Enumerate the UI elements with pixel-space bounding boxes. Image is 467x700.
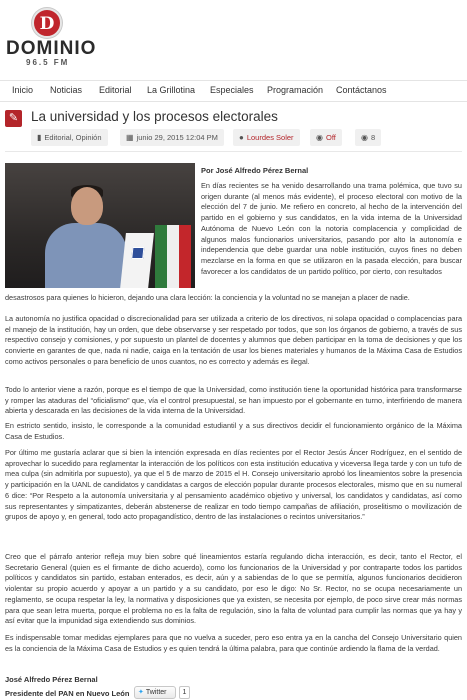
eye-icon: ◉ [361,133,368,142]
nav-item-especiales[interactable]: Especiales [210,85,254,95]
nav-item-programacion[interactable]: Programación [267,85,324,95]
nav-item-contactanos[interactable]: Contáctanos [336,85,387,95]
bookmark-icon: ▮ [37,133,42,142]
signature-name: José Alfredo Pérez Bernal [5,675,98,684]
paragraph-1-continued: desastrosos para quienes lo hicieron, dejando una clara lección: la conciencia y la voluntad no se manejan a placer de nadie. [5,293,410,302]
paragraph-1-side: En días recientes se ha venido desarrollando una trama polémica, que tuvo su origen durante (al menos más evidente), el proceso electoral con motivo de la elección del 7 de junio. Me refiero en concreto, al hecho de la intervención del partido en el gobierno y sus candidatos, en la vida interna de la Universidad Autónoma de Nuevo León con la notoria complacencia y complicidad de algunos malos funcionarios universitarios, pasando por alto la autonomía e independencia que debe guardar una noble institución, cuyos fines no deben mezclarse en la forma en que se utilizaron en la pasada elección, para buscar favorecer a los candidatos de un partido político, por cierto, con resultados [201,181,462,276]
comments-badge[interactable] [310,129,342,146]
twitter-label: Twitter [145,689,167,696]
paragraph-5: Por último me gustaría aclarar que si bien la intención expresada en días recientes por el Rector Jesús Áncer Rodríguez, en el sentido de aprovechar lo sucedido para reglamentar la interacción de los políticos con esta institución educativa y viceversa llega tarde y con un tufo de mea culpa (sin admitirla por supuesto), ya que el 5 de marzo de 2015 el H. Consejo universitario aprobó los lineamientos sobre la presencia y participación en la UANL de candidatos y candidatas a cargos de elección popular durante procesos electorales, mismo que en su numeral 6 dice: “Por Respeto a la autonomía universitaria y al pensamiento académico objetivo y universal, los candidatos y candidatas, así como sus representantes y simpatizantes, deberán abstenerse de realizar en todo tiempo campañas de afiliación, proselitismo o movilización de grupos de apoyo y, en general, todo acto propagandístico, dentro de las instalaciones o recintos universitarios.” [5,448,462,522]
views-badge [355,129,381,146]
logo-frequency: 96.5 FM [26,58,70,67]
author-photo [5,163,195,288]
category-text: Editorial, Opinión [44,133,102,142]
author-badge[interactable] [233,129,300,146]
user-icon: ● [239,133,244,142]
logo-badge[interactable] [32,8,62,38]
comments-text: Off [325,133,336,142]
article-title: La universidad y los procesos electorales [31,109,278,124]
site-header [0,0,467,74]
article-byline: Por José Alfredo Pérez Bernal [201,166,309,175]
divider [5,151,462,152]
twitter-count: 1 [179,686,190,699]
twitter-share-button[interactable] [134,686,176,699]
category-badge[interactable] [31,129,108,146]
main-nav [0,80,467,102]
twitter-bird-icon: ✦ [138,689,144,696]
date-badge [120,129,224,146]
paragraph-2: La autonomía no justifica opacidad o discrecionalidad para ser utilizada a criterio de los directivos, ni solapa opacidad o complacencias para el manejo de la institución, hay un orden, que debe observarse y ser respetado por todos, que son los órganos de gobierno, a través de sus respectivo consejo y comisiones, y por supuesto un plantel de docentes y alumnos que deben participar en la toma de decisiones y que los convierte en garantes de que, nada ni nadie, caiga en la tentación de usar los bienes materiales y humanos de la Máxima Casa de Estudios como activos personales o para beneficio de unos cuantos, no es correcto y además es ilegal. [5,314,462,366]
paragraph-7: Es indispensable tomar medidas ejemplares para que no vuelva a suceder, pero eso entra ya en la cancha del Consejo Universitario quien es la conciencia de la Máxima Casa de Estudios y es quien tendrá la última palabra, para que continúe ardiendo la flama de la verdad. [5,633,462,653]
paragraph-6: Creo que el párrafo anterior refleja muy bien sobre qué lineamientos estaría regulando dicha interacción, es decir, tanto el Rector, el Secretario General (quien es el firmante de dicho acuerdo), como los funcionarios de la Universidad y por contraparte todos los partidos políticos y candidatos sin partido, estaban enterados, es decir, aún y a sabiendas de lo que se permitía, algunos funcionarios decidieron violentar su propio acuerdo y apoyar a un partido y a su candidato, por eso le digo: No Sr. Rector, no se ocupa necesariamente un reglamento, se ocupa respetar la ley, la normativa y disposiciones que ya existen, se necesita por ejemplo, de poco sirve crear más normas para que sean letra muerta, porque el problema no es la falta de regulación, sino la falta de voluntad para cumplir las normas que ya hay y así evitar que la impunidad siga extendiendo sus dominios. [5,552,462,626]
nav-item-noticias[interactable]: Noticias [50,85,83,95]
pencil-icon: ✎ [5,110,22,127]
author-text: Lourdes Soler [246,133,294,142]
nav-item-inicio[interactable]: Inicio [12,85,34,95]
date-text: junio 29, 2015 12:04 PM [136,133,218,142]
paragraph-3: Todo lo anterior viene a razón, porque es el tiempo de que la Universidad, como institución tiene la oportunidad histórica para transformarse y romper las ataduras del “oficialismo” que, vía el control presupuestal, se han impuesto por el gobernante en turno, interfiriendo de manera abierta y descarada en las decisiones de la vida interna de la Universidad. [5,385,462,416]
calendar-icon: ▦ [126,133,134,142]
paragraph-4: En estricto sentido, insisto, le corresponde a la comunidad estudiantil y a sus directivos decidir el funcionamiento orgánico de la Máxima Casa de Estudios. [5,421,462,441]
signature-title: Presidente del PAN en Nuevo León [5,689,130,698]
views-text: 8 [370,133,376,142]
logo-letter: D [39,14,55,34]
nav-item-la-grillotina[interactable]: La Grillotina [147,85,196,95]
comment-icon: ◉ [316,133,323,142]
logo-name[interactable]: DOMINIO [6,38,97,59]
nav-item-editorial[interactable]: Editorial [99,85,132,95]
